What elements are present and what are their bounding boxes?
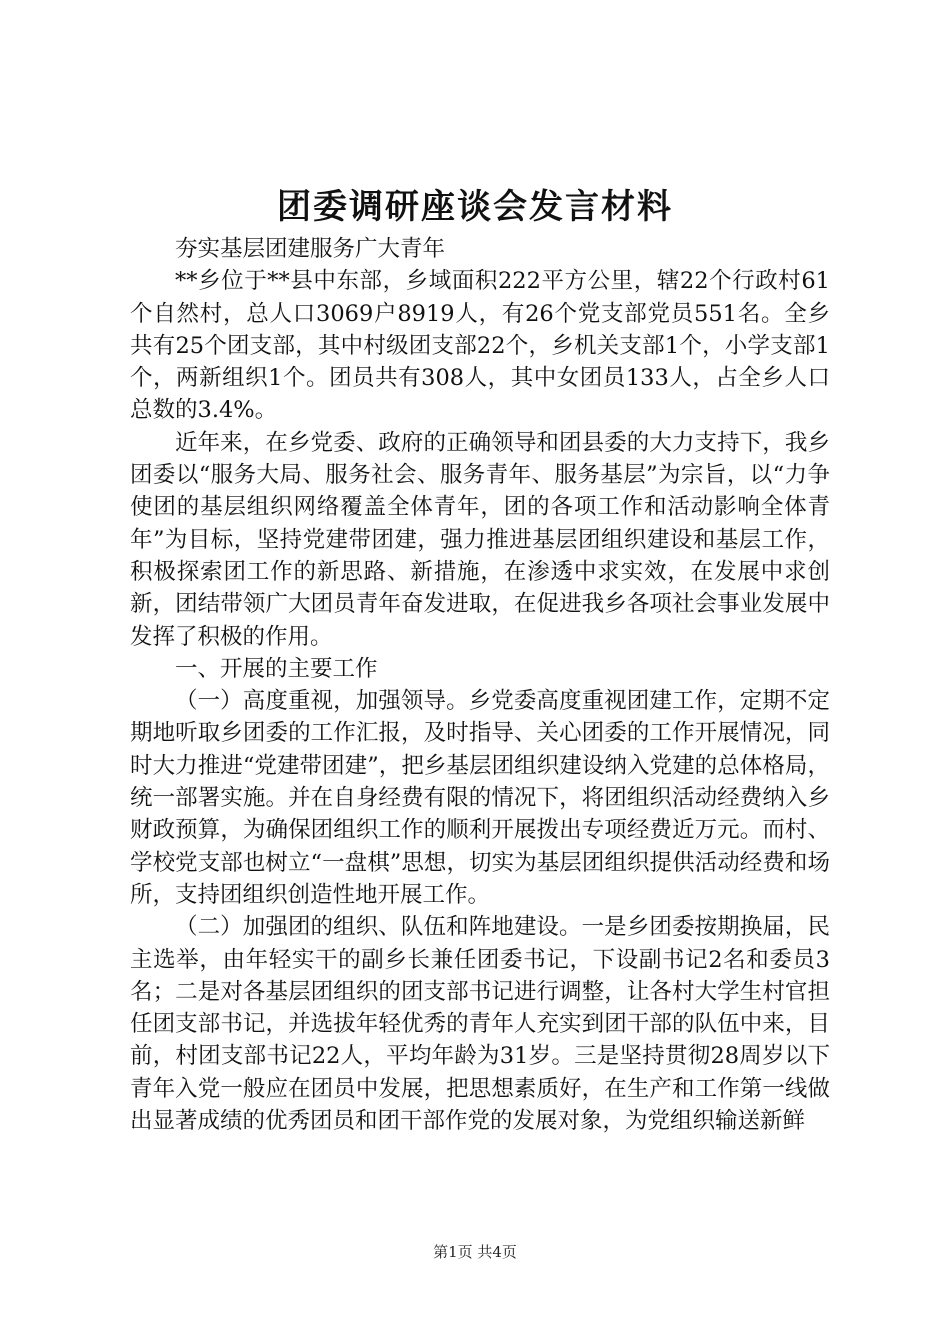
paragraph: （一）高度重视，加强领导。乡党委高度重视团建工作，定期不定期地听取乡团委的工作汇报，及时指导、关心团委的工作开展情况，同时大力推进“党建带团建”，把乡基层团组织建设纳入党建的总体格局，统一部署实施。并在自身经费有限的情况下，将团组织活动经费纳入乡财政预算，为确保团组织工作的顺利开展拨出专项经费近万元。而村、学校党支部也树立“一盘棋”思想，切实为基层团组织提供活动经费和场所，支持团组织创造性地开展工作。	[130, 688, 830, 908]
document-body	[130, 233, 830, 1137]
section-heading: 一、开展的主要工作	[175, 655, 378, 682]
paragraph: （二）加强团的组织、队伍和阵地建设。一是乡团委按期换届，民主选举，由年轻实干的副乡长兼任团委书记，下设副书记2名和委员3名；二是对各基层团组织的团支部书记进行调整，让各村大学生村官担任团支部书记，并选拔年轻优秀的青年人充实到团干部的队伍中来，目前，村团支部书记22人，平均年龄为31岁。三是坚持贯彻28周岁以下青年入党一般应在团员中发展，把思想素质好，在生产和工作第一线做出显著成绩的优秀团员和团干部作党的发展对象，为党组织输送新鲜	[130, 914, 830, 1135]
document-title: 团委调研座谈会发言材料	[277, 187, 673, 227]
page-number-footer: 第1页 共4页	[433, 1243, 517, 1261]
paragraph: **乡位于**县中东部，乡域面积222平方公里，辖22个行政村61个自然村，总人口3069户8919人，有26个党支部党员551名。全乡共有25个团支部，其中村级团支部22个，乡机关支部1个，小学支部1个，两新组织1个。团员共有308人，其中女团员133人，占全乡人口总数的3.4%。	[130, 268, 830, 424]
paragraph: 近年来，在乡党委、政府的正确领导和团县委的大力支持下，我乡团委以“服务大局、服务社会、服务青年、服务基层”为宗旨，以“力争使团的基层组织网络覆盖全体青年，团的各项工作和活动影响全体青年”为目标，坚持党建带团建，强力推进基层团组织建设和基层工作，积极探索团工作的新思路、新措施，在渗透中求实效，在发展中求创新，团结带领广大团员青年奋发进取，在促进我乡各项社会事业发展中发挥了积极的作用。	[130, 429, 830, 650]
paragraph-subtitle: 夯实基层团建服务广大青年	[175, 236, 446, 262]
